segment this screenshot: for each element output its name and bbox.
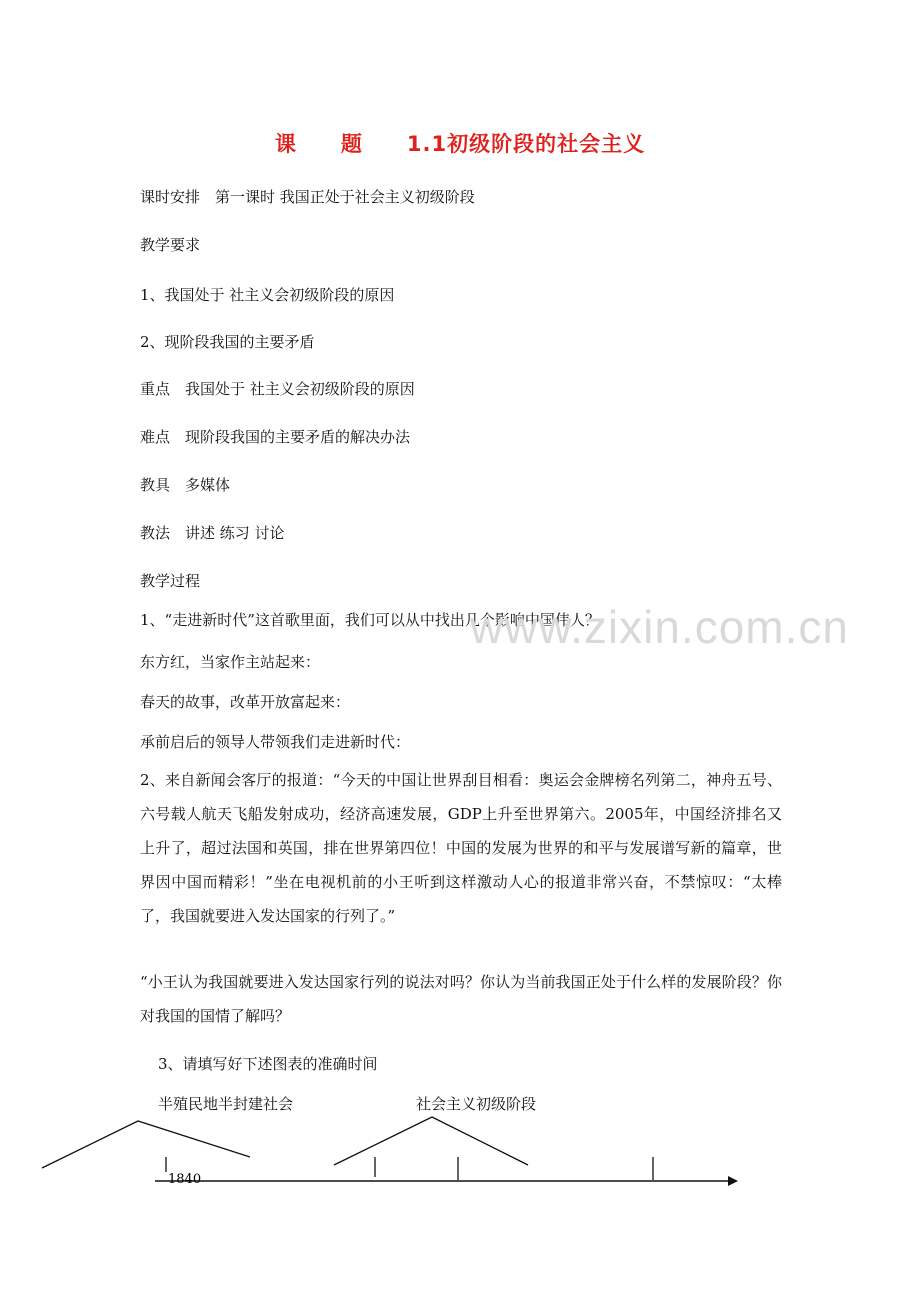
requirement-2: 2、现阶段我国的主要矛盾 bbox=[140, 333, 315, 351]
lyric-line-1: 东方红，当家作主站起来： bbox=[140, 653, 321, 671]
left-bracket bbox=[42, 1121, 250, 1168]
process-heading: 教学过程 bbox=[140, 572, 201, 590]
title-part-2: 题 bbox=[340, 132, 363, 156]
teaching-methods: 教法 讲述 练习 讨论 bbox=[140, 524, 285, 542]
label-semi-colonial: 半殖民地半封建社会 bbox=[158, 1095, 294, 1113]
difficulty: 难点 现阶段我国的主要矛盾的解决办法 bbox=[140, 428, 411, 446]
question-2-paragraph: 2、来自新闻会客厅的报道：“今天的中国让世界刮目相看：奥运会金牌榜名列第二，神舟五号、六号载人航天飞船发射成功，经济高速发展，GDP上升至世界第六。2005年，中国经济排名又上升了，超过法国和英国，排在世界第四位！中国的发展为世界的和平与发展谱写新的篇章，世界因中国而精彩！”坐在电视机前的小王听到这样激动人心的报道非常兴奋，不禁惊叹：“太棒了，我国就要进入发达国家的行列了。” bbox=[140, 771, 782, 925]
year-1840: 1840 bbox=[168, 1172, 202, 1187]
lesson-schedule: 课时安排 第一课时 我国正处于社会主义初级阶段 bbox=[140, 188, 475, 206]
title-part-3: 1.1初级阶段的社会主义 bbox=[406, 132, 646, 156]
timeline-diagram bbox=[0, 1110, 920, 1210]
teaching-tools: 教具 多媒体 bbox=[140, 476, 231, 494]
page-title bbox=[0, 128, 920, 158]
requirement-1: 1、我国处于 社主义会初级阶段的原因 bbox=[140, 286, 395, 304]
label-primary-stage: 社会主义初级阶段 bbox=[416, 1095, 537, 1113]
right-bracket bbox=[334, 1117, 528, 1165]
title-part-1: 课 bbox=[274, 132, 297, 156]
key-point: 重点 我国处于 社主义会初级阶段的原因 bbox=[140, 380, 415, 398]
question-3: 3、请填写好下述图表的准确时间 bbox=[158, 1055, 378, 1073]
question-1: 1、“走进新时代”这首歌里面，我们可以从中找出几个影响中国伟人？ bbox=[140, 611, 600, 629]
lyric-line-2: 春天的故事，改革开放富起来： bbox=[140, 693, 351, 711]
lyric-line-3: 承前启后的领导人带领我们走进新时代： bbox=[140, 733, 411, 751]
timeline-arrow bbox=[728, 1176, 738, 1186]
question-2-followup: “小王认为我国就要进入发达国家行列的说法对吗？你认为当前我国正处于什么样的发展阶段？你对我国的国情了解吗？ bbox=[140, 973, 782, 1025]
watermark: www.zixin.com.cn bbox=[470, 601, 849, 653]
requirements-heading: 教学要求 bbox=[140, 236, 201, 254]
